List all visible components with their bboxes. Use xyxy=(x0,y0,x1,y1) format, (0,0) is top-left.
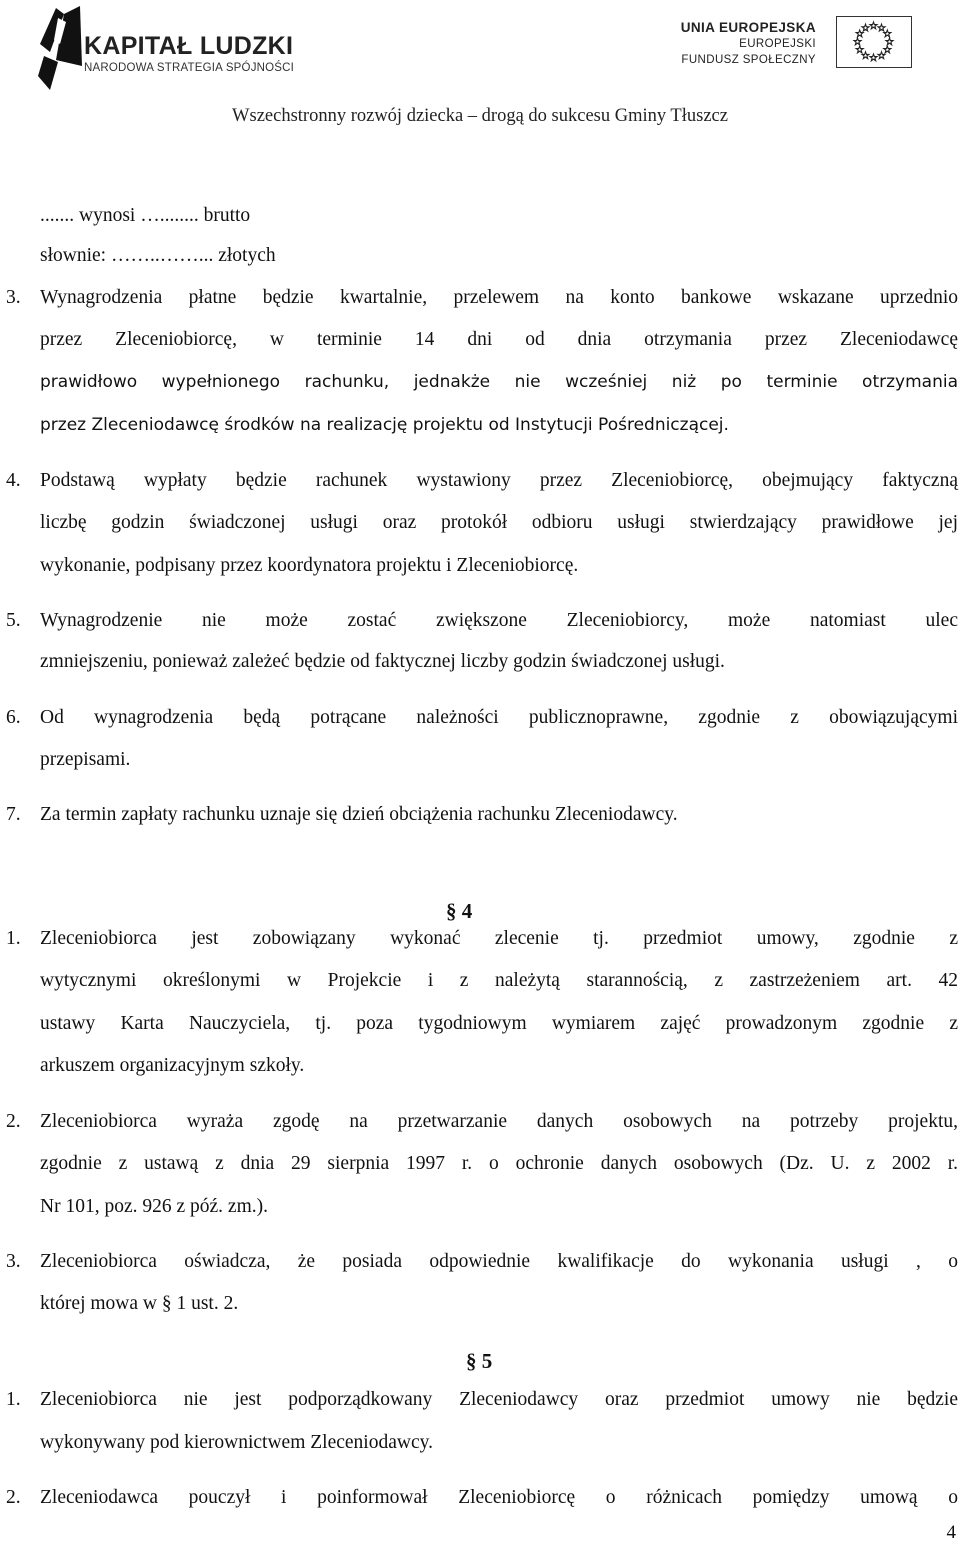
eu-line1: UNIA EUROPEJSKA xyxy=(680,20,816,35)
eu-text xyxy=(681,20,816,68)
eu-logo xyxy=(676,16,936,86)
paragraph-line: Od wynagrodzenia będą potrącane należności publicznoprawne, zgodnie z obowiązującymi xyxy=(40,707,958,728)
project-title: Wszechstronny rozwój dziecka – drogą do sukcesu Gminy Tłuszcz xyxy=(232,106,728,126)
kapital-ludzki-title: KAPITAŁ LUDZKI xyxy=(84,32,294,60)
eu-line3: FUNDUSZ SPOŁECZNY xyxy=(681,54,816,66)
page-number: 4 xyxy=(946,1522,956,1543)
paragraph-line: ustawy Karta Nauczyciela, tj. poza tygodniowym wymiarem zajęć prowadzonym zgodnie z xyxy=(40,1013,958,1034)
kapital-ludzki-logo xyxy=(36,4,336,94)
paragraph-line: Zleceniobiorca nie jest podporządkowany Zleceniodawcy oraz przedmiot umowy nie będzie xyxy=(40,1389,958,1410)
paragraph-line: Wynagrodzenie nie może zostać zwiększone Zleceniobiorcy, może natomiast ulec xyxy=(40,610,958,631)
eu-flag-icon xyxy=(836,16,912,68)
amount-words-line: słownie: ……..……... złotych xyxy=(40,245,276,266)
paragraph-line: Podstawą wypłaty będzie rachunek wystawiony przez Zleceniobiorcę, obejmujący faktyczną xyxy=(40,470,958,491)
paragraph-line: Za termin zapłaty rachunku uznaje się dzień obciążenia rachunku Zleceniodawcy. xyxy=(40,804,678,825)
list-number: 3. xyxy=(6,287,21,308)
paragraph-line: zmniejszeniu, ponieważ zależeć będzie od faktycznej liczby godzin świadczonej usługi. xyxy=(40,651,725,672)
list-number: 1. xyxy=(6,928,21,949)
paragraph-line: Wynagrodzenia płatne będzie kwartalnie, przelewem na konto bankowe wskazane uprzednio xyxy=(40,287,958,308)
list-number: 2. xyxy=(6,1111,21,1132)
list-number: 7. xyxy=(6,804,21,825)
paragraph-line: Zleceniobiorca wyraża zgodę na przetwarzanie danych osobowych na potrzeby projektu, xyxy=(40,1111,958,1132)
section-heading-5: § 5 xyxy=(466,1349,493,1373)
kapital-ludzki-emblem-icon xyxy=(36,4,84,94)
paragraph-line: Zleceniobiorca jest zobowiązany wykonać zlecenie tj. przedmiot umowy, zgodnie z xyxy=(40,928,958,949)
list-number: 1. xyxy=(6,1389,21,1410)
paragraph-line: Nr 101, poz. 926 z póź. zm.). xyxy=(40,1196,268,1217)
paragraph-line: wykonywany pod kierownictwem Zleceniodawcy. xyxy=(40,1432,433,1453)
list-number: 3. xyxy=(6,1251,21,1272)
section-heading-4: § 4 xyxy=(446,899,473,923)
amount-line: ....... wynosi …........ brutto xyxy=(40,205,251,226)
kapital-ludzki-subtitle: NARODOWA STRATEGIA SPÓJNOŚCI xyxy=(84,62,295,74)
paragraph-line: arkuszem organizacyjnym szkoły. xyxy=(40,1055,305,1076)
paragraph-line: przez Zleceniodawcę środków na realizację projektu od Instytucji Pośredniczącej. xyxy=(40,415,729,435)
paragraph-line: prawidłowo wypełnionego rachunku, jednakże nie wcześniej niż po terminie otrzymania xyxy=(40,372,958,392)
paragraph-line: liczbę godzin świadczonej usługi oraz protokół odbioru usługi stwierdzający prawidłowe jej xyxy=(40,512,958,533)
paragraph-line: wytycznymi określonymi w Projekcie i z należytą starannością, z zastrzeżeniem art. 42 xyxy=(40,970,958,991)
paragraph-line: przez Zleceniobiorcę, w terminie 14 dni od dnia otrzymania przez Zleceniodawcę xyxy=(40,329,958,350)
paragraph-line: której mowa w § 1 ust. 2. xyxy=(40,1293,239,1314)
paragraph-line: Zleceniodawca pouczył i poinformował Zleceniobiorcę o różnicach pomiędzy umową o xyxy=(40,1487,958,1508)
paragraph-line: Zleceniobiorca oświadcza, że posiada odpowiednie kwalifikacje do wykonania usługi , o xyxy=(40,1251,958,1272)
paragraph-line: wykonanie, podpisany przez koordynatora projektu i Zleceniobiorcę. xyxy=(40,555,579,576)
list-number: 4. xyxy=(6,470,21,491)
list-number: 6. xyxy=(6,707,21,728)
eu-line2: EUROPEJSKI xyxy=(739,38,816,50)
list-number: 5. xyxy=(6,610,21,631)
page-header xyxy=(0,0,960,140)
list-number: 2. xyxy=(6,1487,21,1508)
paragraph-line: zgodnie z ustawą z dnia 29 sierpnia 1997 r. o ochronie danych osobowych (Dz. U. z 2002 r. xyxy=(40,1153,958,1174)
paragraph-line: przepisami. xyxy=(40,749,131,770)
